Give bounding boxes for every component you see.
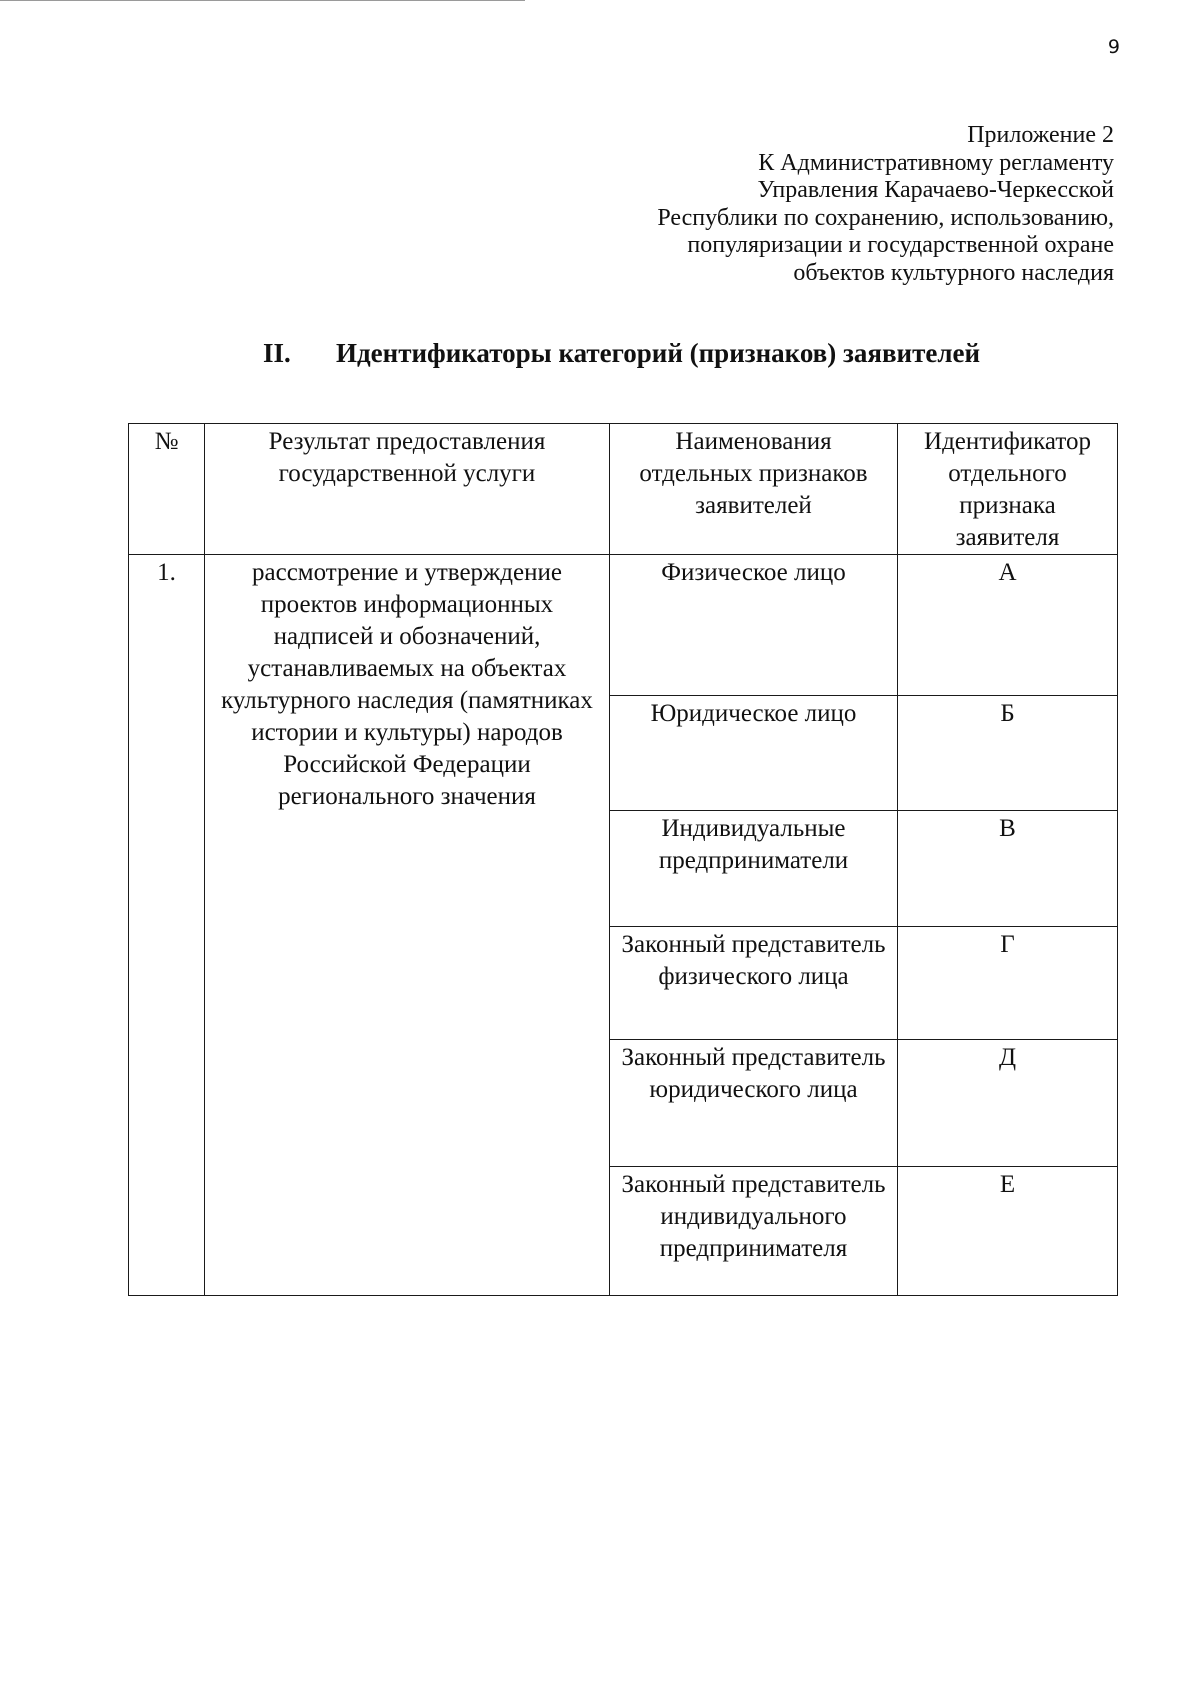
identifier-cell: Г	[898, 927, 1118, 1040]
identifier-cell: Е	[898, 1167, 1118, 1296]
appendix-line: популяризации и государственной охране	[687, 232, 1114, 258]
row-number-cell: 1.	[129, 555, 205, 1296]
feature-name-cell: Законный представитель юридического лица	[610, 1040, 898, 1167]
header-feature-name: Наименования отдельных признаков заявителей	[610, 424, 898, 555]
section-number: II.	[263, 338, 291, 368]
feature-name-cell: Законный представитель физического лица	[610, 927, 898, 1040]
header-number: №	[129, 424, 205, 555]
section-title	[263, 338, 980, 369]
appendix-line: К Административному регламенту	[758, 149, 1114, 176]
table-header-row	[129, 424, 1118, 555]
appendix-line: Республики по сохранению, использованию,	[657, 204, 1114, 231]
identifier-cell: Д	[898, 1040, 1118, 1167]
applicant-identifiers-table	[128, 423, 1118, 1296]
table-row	[129, 555, 1118, 696]
header-result: Результат предоставления государственной услуги	[205, 424, 610, 555]
identifier-cell: А	[898, 555, 1118, 696]
section-title-text: Идентификаторы категорий (признаков) заявителей	[336, 338, 981, 368]
identifier-cell: Б	[898, 696, 1118, 811]
appendix-line: объектов культурного наследия	[793, 259, 1114, 286]
appendix-line: Управления Карачаево-Черкесской	[757, 177, 1114, 203]
feature-name-cell: Юридическое лицо	[610, 696, 898, 811]
appendix-header	[554, 122, 1114, 287]
feature-name-cell: Физическое лицо	[610, 555, 898, 696]
scan-edge-line	[0, 0, 525, 1]
feature-name-cell: Индивидуальные предприниматели	[610, 811, 898, 927]
header-identifier: Идентификатор отдельного признака заявителя	[898, 424, 1118, 555]
feature-name-cell: Законный представитель индивидуального предпринимателя	[610, 1167, 898, 1296]
page-number: 9	[1107, 36, 1120, 58]
identifier-cell: В	[898, 811, 1118, 927]
result-cell: рассмотрение и утверждение проектов информационных надписей и обозначений, устанавливаемых на объектах культурного наследия (памятниках истории и культуры) народов Российской Федерации регионального значения	[205, 555, 610, 1296]
appendix-line: Приложение 2	[967, 122, 1114, 148]
